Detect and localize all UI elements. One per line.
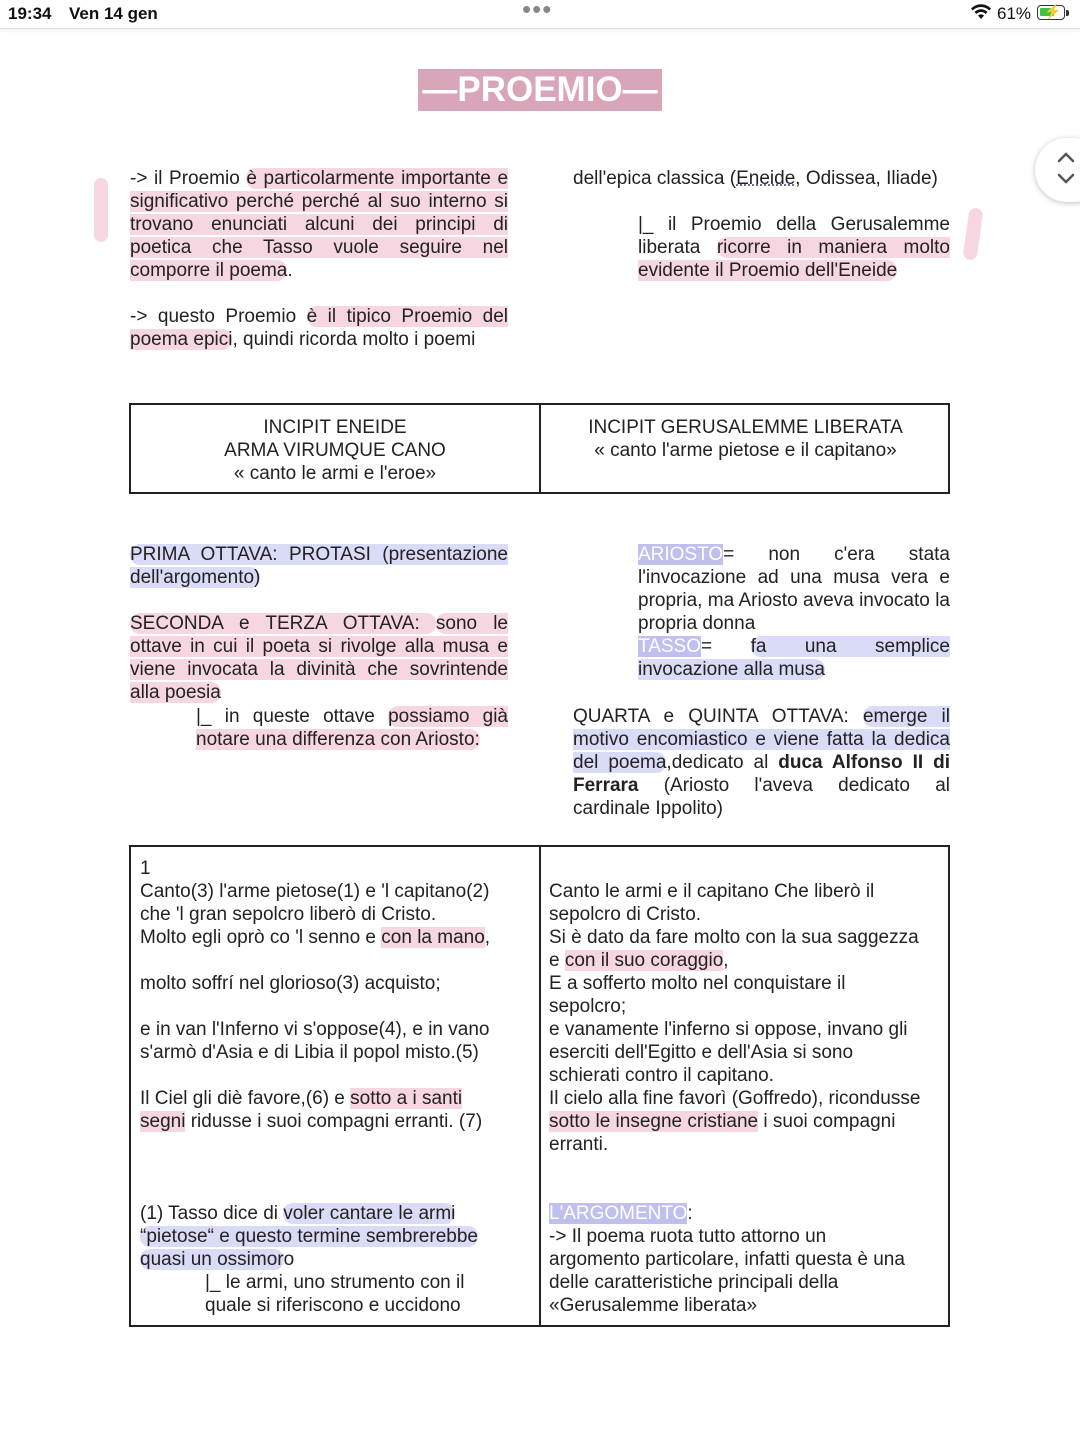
- status-bar: [0, 0, 1080, 29]
- status-time: 19:34: [8, 4, 52, 23]
- ariosto-note: ARIOSTO= non c'era stata l'invocazione ad una musa vera e propria, ma Ariosto aveva invocato la propria donna: [638, 544, 950, 634]
- chevron-up-icon[interactable]: [1057, 148, 1075, 166]
- parafrasi-cell: Canto le armi e il capitano Che liberò il sepolcro di Cristo. Si è dato da fare molto con la sua saggezza e con il suo coraggio, E a sofferto molto nel conquistare il sepolcro; e vanamente l'inferno si oppose, invano gli eserciti dell'Egitto e dell'Asia si sono schierati contro il capitano. Il cielo alla fine favorì (Goffredo), ricondusse sotto le insegne cristiane i suoi compagni erranti. L'ARGOMENTO: -> Il poema ruota tutto attorno un argomento particolare, infatti questa è una delle caratteristiche principali della «Gerusalemme liberata»: [549, 881, 921, 1316]
- multitasking-dots-icon[interactable]: •••: [522, 0, 553, 24]
- incipit-table: [129, 403, 950, 494]
- margin-highlight-mark: [94, 178, 108, 242]
- quarta-quinta-ottava: QUARTA e QUINTA OTTAVA: emerge il motivo encomiastico e viene fatta la dedica del poema,dedicato al duca Alfonso II di Ferrara (Ariosto l'aveva dedicato al cardinale Ippolito): [573, 706, 950, 819]
- seconda-terza-ottava: SECONDA e TERZA OTTAVA: sono le ottave in cui il poeta si rivolge alla musa e viene invocata la divinità che sovrintende alla poesia: [130, 613, 508, 703]
- differenza-ariosto-note: |_ in queste ottave possiamo già notare una differenza con Ariosto:: [196, 706, 508, 750]
- status-date: Ven 14 gen: [69, 4, 158, 23]
- incipit-gerusalemme-cell: INCIPIT GERUSALEMME LIBERATA « canto l'arme pietose e il capitano»: [588, 417, 903, 461]
- intro-paragraph-4: |_ il Proemio della Gerusalemme liberata ricorre in maniera molto evidente il Proemio dell'Eneide: [638, 214, 950, 281]
- incipit-eneide-cell: INCIPIT ENEIDE ARMA VIRUMQUE CANO « canto le armi e l'eroe»: [224, 417, 446, 484]
- charging-bolt-icon: ⚡: [1044, 3, 1062, 19]
- tasso-note: TASSO= fa una semplice invocazione alla musa: [638, 636, 951, 680]
- page-title: —PROEMIO—: [418, 69, 662, 111]
- chevron-down-icon[interactable]: [1057, 170, 1075, 188]
- wifi-icon: [970, 3, 992, 26]
- page-scroll-control[interactable]: [1035, 138, 1080, 202]
- text-comparison-table: [129, 845, 950, 1327]
- original-text-cell: 1 Canto(3) l'arme pietose(1) e 'l capitano(2) che 'l gran sepolcro liberò di Cristo. Molto egli oprò co 'l senno e con la mano, molto soffrí nel glorioso(3) acquisto; e in van l'Inferno vi s'oppose(4), e in vano s'armò d'Asia e di Libia il popol misto.(5) Il Ciel gli diè favore,(6) e sotto a i santi segni ridusse i suoi compagni erranti. (7) (1) Tasso dice di voler cantare le armi “pietose“ e questo termine sembrerebbe quasi un ossimoro |_ le armi, uno strumento con il quale si riferiscono e uccidono: [140, 858, 491, 1316]
- intro-paragraph-2: -> questo Proemio è il tipico Proemio del poema epici, quindi ricorda molto i poemi: [130, 306, 508, 350]
- battery-icon: [1037, 5, 1065, 20]
- prima-ottava: PRIMA OTTAVA: PROTASI (presentazione dell'argomento): [130, 544, 508, 588]
- intro-paragraph-1: -> il Proemio è particolarmente importante e significativo perché perché al suo interno si trovano enunciati alcuni dei principi di poetica che Tasso vuole seguire nel comporre il poema.: [130, 168, 509, 281]
- battery-percent: 61%: [997, 4, 1032, 23]
- intro-paragraph-3: dell'epica classica (Eneide, Odissea, Iliade): [573, 168, 938, 189]
- margin-highlight-mark: [962, 207, 983, 260]
